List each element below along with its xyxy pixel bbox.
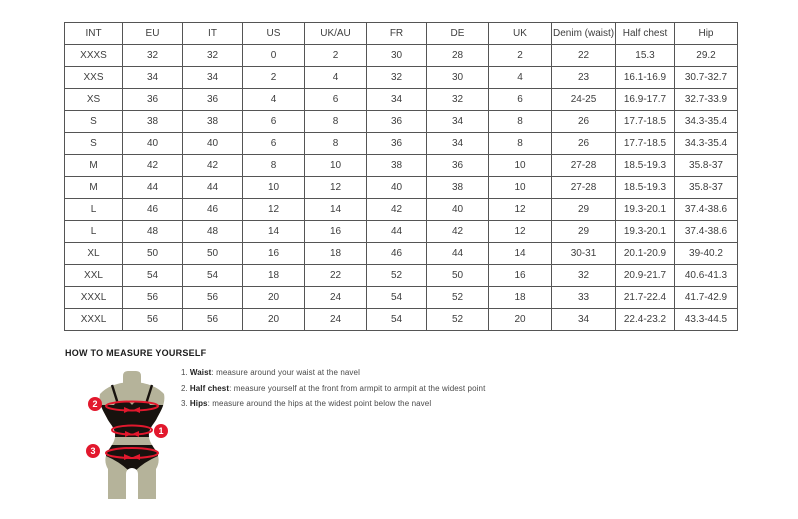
table-cell: 4 (489, 67, 552, 89)
table-row (65, 89, 738, 111)
table-cell: 20 (243, 287, 305, 309)
table-cell: 16.1-16.9 (616, 67, 675, 89)
step-label: Waist (189, 368, 212, 377)
table-cell: 29 (552, 221, 616, 243)
table-cell: 14 (489, 243, 552, 265)
table-cell: 50 (123, 243, 183, 265)
table-row (65, 287, 738, 309)
table-cell: 15.3 (616, 45, 675, 67)
table-cell: 2 (489, 45, 552, 67)
table-cell: 34 (427, 133, 489, 155)
table-cell: 34 (427, 111, 489, 133)
table-cell: 54 (367, 287, 427, 309)
table-cell: 12 (489, 221, 552, 243)
badge-3-number: 3 (90, 446, 96, 456)
table-cell: 6 (243, 111, 305, 133)
table-cell: 34 (552, 309, 616, 331)
table-cell: 44 (427, 243, 489, 265)
table-cell: 43.3-44.5 (675, 309, 738, 331)
table-cell: 50 (427, 265, 489, 287)
table-cell: XS (65, 89, 123, 111)
table-cell: 21.7-22.4 (616, 287, 675, 309)
table-cell: XXXL (65, 287, 123, 309)
table-cell: 10 (243, 177, 305, 199)
table-header-cell: FR (367, 23, 427, 45)
table-row (65, 45, 738, 67)
table-cell: 18 (243, 265, 305, 287)
table-cell: 41.7-42.9 (675, 287, 738, 309)
table-cell: 2 (243, 67, 305, 89)
table-cell: 16 (243, 243, 305, 265)
table-cell: 12 (305, 177, 367, 199)
table-cell: 29 (552, 199, 616, 221)
table-cell: 36 (183, 89, 243, 111)
table-cell: 26 (552, 133, 616, 155)
table-cell: M (65, 155, 123, 177)
table-header-cell: UK (489, 23, 552, 45)
table-cell: 42 (123, 155, 183, 177)
table-cell: 56 (123, 287, 183, 309)
table-cell: 8 (243, 155, 305, 177)
table-cell: 42 (183, 155, 243, 177)
table-cell: 18.5-19.3 (616, 155, 675, 177)
table-cell: 34 (367, 89, 427, 111)
table-row (65, 133, 738, 155)
step-text: : measure around the hips at the widest point below the navel (207, 399, 432, 408)
table-cell: 54 (183, 265, 243, 287)
table-row (65, 199, 738, 221)
table-header-cell: UK/AU (305, 23, 367, 45)
table-cell: 54 (123, 265, 183, 287)
table-cell: 44 (183, 177, 243, 199)
table-cell: 10 (305, 155, 367, 177)
mannequin-illustration-icon (80, 369, 184, 501)
table-cell: 34.3-35.4 (675, 111, 738, 133)
table-cell: 4 (243, 89, 305, 111)
table-cell: 17.7-18.5 (616, 111, 675, 133)
table-row (65, 67, 738, 89)
table-cell: 40 (427, 199, 489, 221)
table-cell: 52 (427, 309, 489, 331)
table-header-cell: Hip (675, 23, 738, 45)
measure-step-hips (181, 399, 601, 408)
table-cell: 24-25 (552, 89, 616, 111)
table-cell: 34.3-35.4 (675, 133, 738, 155)
table-cell: 22.4-23.2 (616, 309, 675, 331)
table-cell: XXL (65, 265, 123, 287)
table-cell: 36 (427, 155, 489, 177)
table-cell: 28 (427, 45, 489, 67)
table-cell: 32 (552, 265, 616, 287)
table-cell: 39-40.2 (675, 243, 738, 265)
table-cell: 12 (243, 199, 305, 221)
table-cell: 44 (367, 221, 427, 243)
table-cell: 17.7-18.5 (616, 133, 675, 155)
table-cell: 32 (123, 45, 183, 67)
table-cell: 37.4-38.6 (675, 199, 738, 221)
table-cell: 46 (367, 243, 427, 265)
table-row (65, 111, 738, 133)
table-header-cell: DE (427, 23, 489, 45)
table-cell: XXS (65, 67, 123, 89)
table-cell: 48 (183, 221, 243, 243)
table-row (65, 243, 738, 265)
table-header-cell: IT (183, 23, 243, 45)
table-cell: L (65, 199, 123, 221)
table-cell: 16.9-17.7 (616, 89, 675, 111)
table-header-cell: US (243, 23, 305, 45)
table-cell: S (65, 133, 123, 155)
table-cell: 35.8-37 (675, 155, 738, 177)
table-header-row (65, 23, 738, 45)
table-cell: 22 (552, 45, 616, 67)
table-cell: 56 (183, 287, 243, 309)
table-cell: 18.5-19.3 (616, 177, 675, 199)
table-cell: 22 (305, 265, 367, 287)
table-cell: 40.6-41.3 (675, 265, 738, 287)
table-cell: 30 (367, 45, 427, 67)
table-cell: 16 (489, 265, 552, 287)
table-cell: 8 (489, 111, 552, 133)
table-cell: 32.7-33.9 (675, 89, 738, 111)
table-cell: 6 (243, 133, 305, 155)
table-cell: 30.7-32.7 (675, 67, 738, 89)
table-header-cell: INT (65, 23, 123, 45)
step-label: Hips (189, 399, 208, 408)
measurement-mannequin-figure (80, 369, 184, 501)
table-cell: 6 (489, 89, 552, 111)
table-cell: 0 (243, 45, 305, 67)
table-cell: 20 (243, 309, 305, 331)
table-cell: 46 (183, 199, 243, 221)
table-cell: 46 (123, 199, 183, 221)
table-cell: 52 (427, 287, 489, 309)
table-cell: 38 (123, 111, 183, 133)
table-cell: XXXS (65, 45, 123, 67)
table-cell: 56 (123, 309, 183, 331)
table-cell: 20.9-21.7 (616, 265, 675, 287)
table-cell: 18 (305, 243, 367, 265)
table-cell: 10 (489, 177, 552, 199)
table-cell: 23 (552, 67, 616, 89)
table-cell: 40 (123, 133, 183, 155)
table-cell: 2 (305, 45, 367, 67)
table-cell: 32 (183, 45, 243, 67)
badge-1-number: 1 (158, 426, 164, 436)
table-cell: 8 (305, 111, 367, 133)
step-number: 1. (181, 368, 188, 377)
table-cell: 38 (427, 177, 489, 199)
table-cell: 14 (243, 221, 305, 243)
table-cell: 54 (367, 309, 427, 331)
table-cell: 8 (305, 133, 367, 155)
step-number: 2. (181, 383, 188, 393)
table-header-cell: Denim (waist) (552, 23, 616, 45)
table-cell: 12 (489, 199, 552, 221)
badge-2-number: 2 (92, 399, 98, 409)
table-cell: 14 (305, 199, 367, 221)
table-cell: 38 (367, 155, 427, 177)
table-cell: 42 (427, 221, 489, 243)
table-cell: 27-28 (552, 177, 616, 199)
table-cell: 36 (367, 133, 427, 155)
table-cell: 18 (489, 287, 552, 309)
table-cell: 16 (305, 221, 367, 243)
table-row (65, 265, 738, 287)
table-cell: 10 (489, 155, 552, 177)
table-cell: 40 (183, 133, 243, 155)
table-cell: 35.8-37 (675, 177, 738, 199)
table-cell: 19.3-20.1 (616, 199, 675, 221)
measure-step-waist (181, 368, 601, 377)
step-text: : measure around your waist at the navel (211, 368, 360, 377)
table-cell: 37.4-38.6 (675, 221, 738, 243)
table-cell: 29.2 (675, 45, 738, 67)
table-row (65, 309, 738, 331)
table-cell: 40 (367, 177, 427, 199)
table-cell: 36 (367, 111, 427, 133)
table-cell: S (65, 111, 123, 133)
table-cell: 24 (305, 309, 367, 331)
table-cell: 44 (123, 177, 183, 199)
step-number: 3. (181, 399, 188, 408)
step-label: Half chest (189, 383, 230, 393)
table-cell: 4 (305, 67, 367, 89)
table-cell: 8 (489, 133, 552, 155)
table-cell: 34 (123, 67, 183, 89)
table-cell: 34 (183, 67, 243, 89)
table-cell: 30-31 (552, 243, 616, 265)
table-cell: 20 (489, 309, 552, 331)
table-cell: 32 (367, 67, 427, 89)
table-row (65, 177, 738, 199)
table-cell: L (65, 221, 123, 243)
table-cell: 42 (367, 199, 427, 221)
table-cell: 27-28 (552, 155, 616, 177)
table-cell: XXXL (65, 309, 123, 331)
table-cell: 26 (552, 111, 616, 133)
table-cell: 6 (305, 89, 367, 111)
table-cell: 30 (427, 67, 489, 89)
table-cell: 24 (305, 287, 367, 309)
table-cell: XL (65, 243, 123, 265)
table-cell: 33 (552, 287, 616, 309)
table-cell: 48 (123, 221, 183, 243)
table-cell: 38 (183, 111, 243, 133)
table-header-cell: EU (123, 23, 183, 45)
table-cell: 32 (427, 89, 489, 111)
size-chart-table (64, 22, 738, 331)
step-text: : measure yourself at the front from armpit to armpit at the widest point (229, 383, 486, 393)
table-row (65, 221, 738, 243)
mannequin-body-shape (100, 382, 165, 499)
table-row (65, 155, 738, 177)
table-cell: M (65, 177, 123, 199)
table-cell: 19.3-20.1 (616, 221, 675, 243)
table-cell: 52 (367, 265, 427, 287)
table-cell: 36 (123, 89, 183, 111)
table-cell: 20.1-20.9 (616, 243, 675, 265)
table-header-cell: Half chest (616, 23, 675, 45)
measure-step-half-chest (181, 384, 601, 393)
measure-steps-list (181, 368, 601, 415)
measure-section-title: HOW TO MEASURE YOURSELF (65, 348, 207, 358)
table-cell: 50 (183, 243, 243, 265)
table-cell: 56 (183, 309, 243, 331)
